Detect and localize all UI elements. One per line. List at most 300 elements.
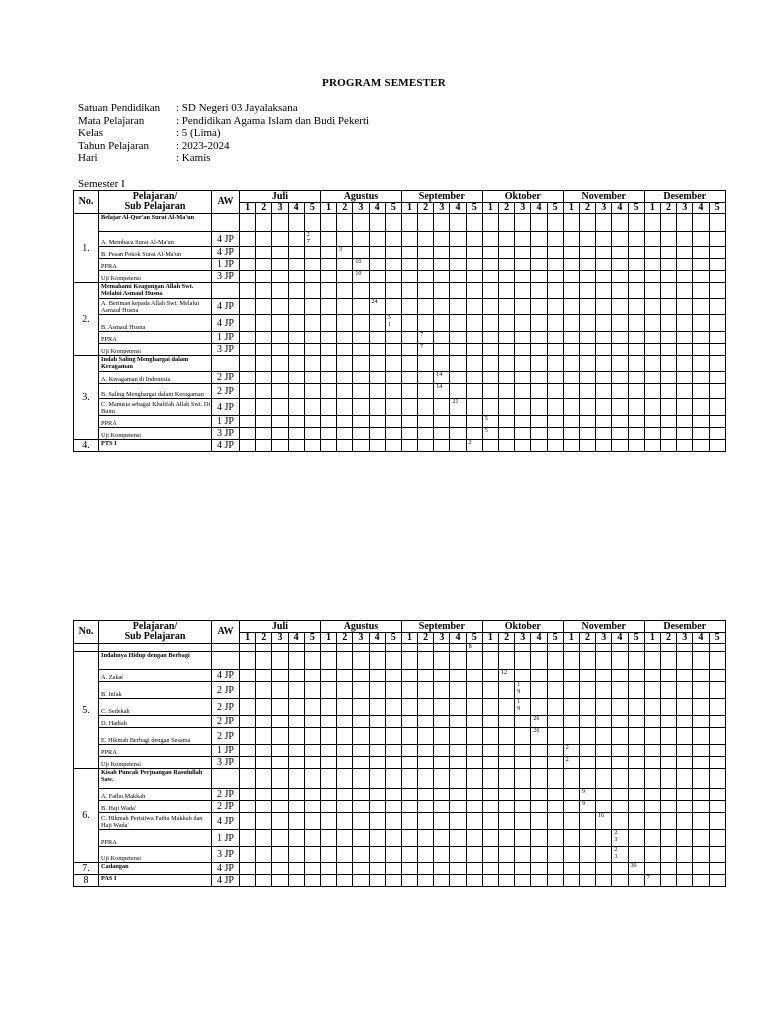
week-cell xyxy=(353,315,369,332)
week-cell xyxy=(596,682,612,699)
header-month: November xyxy=(563,191,644,203)
table-row xyxy=(74,682,726,699)
week-cell xyxy=(515,813,531,830)
week-cell xyxy=(369,384,385,399)
week-cell xyxy=(596,769,612,789)
header-week: 4 xyxy=(612,203,628,214)
week-cell xyxy=(466,801,482,813)
week-cell xyxy=(434,813,450,830)
week-cell xyxy=(547,299,563,315)
week-cell xyxy=(531,399,547,416)
week-cell xyxy=(563,214,579,232)
header-week: 3 xyxy=(434,203,450,214)
week-cell xyxy=(660,757,676,769)
week-cell xyxy=(385,830,401,847)
week-cell xyxy=(272,214,288,232)
week-cell xyxy=(547,214,563,232)
week-cell xyxy=(466,247,482,259)
week-cell xyxy=(304,232,320,247)
week-cell xyxy=(466,716,482,728)
header-week: 2 xyxy=(660,203,676,214)
week-cell xyxy=(401,259,417,271)
week-cell xyxy=(401,728,417,745)
week-cell xyxy=(612,259,628,271)
week-cell xyxy=(628,271,644,283)
week-cell xyxy=(515,332,531,344)
header-week: 4 xyxy=(693,633,709,644)
week-cell xyxy=(466,440,482,452)
week-cell xyxy=(288,416,304,428)
week-cell xyxy=(337,863,353,875)
week-cell xyxy=(353,232,369,247)
week-cell xyxy=(288,875,304,887)
week-cell xyxy=(628,682,644,699)
week-cell xyxy=(596,847,612,863)
no-cell xyxy=(74,644,99,652)
week-cell xyxy=(288,789,304,801)
header-month: Agustus xyxy=(320,191,401,203)
week-cell xyxy=(499,259,515,271)
week-cell xyxy=(272,356,288,372)
week-cell xyxy=(288,728,304,745)
week-cell xyxy=(628,875,644,887)
aw-value: 2 JP xyxy=(212,384,240,399)
week-cell xyxy=(369,875,385,887)
week-cell xyxy=(515,875,531,887)
week-cell xyxy=(515,757,531,769)
sub-topic: PPRA xyxy=(99,745,212,757)
week-cell xyxy=(337,232,353,247)
week-cell xyxy=(693,813,709,830)
week-cell xyxy=(709,344,725,356)
week-cell xyxy=(434,399,450,416)
aw-value: 2 JP xyxy=(212,728,240,745)
week-cell xyxy=(612,384,628,399)
week-cell xyxy=(256,789,272,801)
week-cell xyxy=(693,283,709,299)
week-cell xyxy=(240,283,256,299)
week-cell xyxy=(628,801,644,813)
week-cell xyxy=(466,745,482,757)
week-cell xyxy=(579,682,595,699)
week-cell xyxy=(499,384,515,399)
week-cell xyxy=(434,830,450,847)
week-cell xyxy=(693,757,709,769)
week-cell xyxy=(660,789,676,801)
week-cell xyxy=(693,716,709,728)
week-cell xyxy=(466,682,482,699)
sub-topic: C. Manusia sebagai Khalifah Allah Swt. Di Bumi xyxy=(99,399,212,416)
week-cell xyxy=(353,670,369,682)
week-cell xyxy=(337,670,353,682)
week-cell xyxy=(628,315,644,332)
week-cell xyxy=(418,652,434,670)
week-cell xyxy=(693,399,709,416)
week-cell xyxy=(272,384,288,399)
aw-value: 2 JP xyxy=(212,789,240,801)
week-cell xyxy=(385,356,401,372)
week-cell xyxy=(434,440,450,452)
week-cell xyxy=(531,644,547,652)
topic-title: Indah Saling Menghargai dalam Keragaman xyxy=(99,356,212,372)
week-cell xyxy=(531,813,547,830)
week-cell xyxy=(693,384,709,399)
week-cell xyxy=(660,299,676,315)
week-cell xyxy=(644,440,660,452)
week-cell xyxy=(612,399,628,416)
week-cell xyxy=(515,652,531,670)
week-cell xyxy=(466,769,482,789)
header-week: 2 xyxy=(499,633,515,644)
week-cell xyxy=(547,813,563,830)
week-cell xyxy=(418,440,434,452)
week-cell xyxy=(709,757,725,769)
week-cell xyxy=(531,745,547,757)
week-cell xyxy=(482,789,498,801)
week-cell xyxy=(482,757,498,769)
week-cell xyxy=(579,232,595,247)
week-cell xyxy=(515,440,531,452)
week-cell xyxy=(709,283,725,299)
week-cell xyxy=(272,259,288,271)
table-row xyxy=(74,315,726,332)
week-cell xyxy=(353,332,369,344)
row-number: 8 xyxy=(74,875,99,887)
week-cell xyxy=(240,789,256,801)
week-cell xyxy=(418,728,434,745)
week-cell xyxy=(547,271,563,283)
week-cell xyxy=(369,315,385,332)
week-cell xyxy=(499,315,515,332)
sub-topic: B. Infak xyxy=(99,682,212,699)
week-cell xyxy=(547,652,563,670)
table-row xyxy=(74,332,726,344)
table-row xyxy=(74,214,726,232)
week-cell xyxy=(644,728,660,745)
week-cell xyxy=(677,652,693,670)
week-cell xyxy=(515,247,531,259)
week-cell xyxy=(369,259,385,271)
week-cell xyxy=(709,830,725,847)
table-row xyxy=(74,356,726,372)
week-cell xyxy=(418,745,434,757)
week-cell xyxy=(660,801,676,813)
header-week: 2 xyxy=(660,633,676,644)
week-cell xyxy=(369,757,385,769)
week-cell xyxy=(531,682,547,699)
week-cell xyxy=(369,332,385,344)
week-cell xyxy=(628,428,644,440)
table-row xyxy=(74,372,726,384)
week-cell xyxy=(677,682,693,699)
week-cell xyxy=(644,863,660,875)
week-cell xyxy=(563,728,579,745)
week-cell xyxy=(612,356,628,372)
table-row xyxy=(74,716,726,728)
week-cell xyxy=(644,801,660,813)
week-cell xyxy=(482,332,498,344)
week-cell xyxy=(369,372,385,384)
week-cell xyxy=(563,247,579,259)
aw-value: 2 JP xyxy=(212,801,240,813)
sub-topic: A. Zakat xyxy=(99,670,212,682)
week-cell xyxy=(547,728,563,745)
week-cell xyxy=(320,847,336,863)
header-month: Oktober xyxy=(482,191,563,203)
week-cell xyxy=(434,416,450,428)
week-cell xyxy=(434,344,450,356)
week-cell xyxy=(450,247,466,259)
week-cell xyxy=(482,315,498,332)
week-cell xyxy=(677,271,693,283)
week-cell xyxy=(660,728,676,745)
header-week: 4 xyxy=(450,633,466,644)
week-cell xyxy=(337,214,353,232)
week-cell xyxy=(628,716,644,728)
sub-topic: C. Sedekah xyxy=(99,699,212,716)
week-cell xyxy=(628,344,644,356)
week-cell xyxy=(709,332,725,344)
week-cell xyxy=(337,875,353,887)
week-cell xyxy=(418,299,434,315)
week-cell xyxy=(563,344,579,356)
week-cell xyxy=(563,789,579,801)
week-cell xyxy=(240,644,256,652)
header-week: 3 xyxy=(596,203,612,214)
week-cell xyxy=(693,440,709,452)
aw-value: 4 JP xyxy=(212,813,240,830)
week-cell xyxy=(450,682,466,699)
week-cell xyxy=(240,356,256,372)
week-cell xyxy=(369,399,385,416)
week-cell xyxy=(612,428,628,440)
week-cell xyxy=(563,652,579,670)
week-cell xyxy=(563,699,579,716)
date-mark: 26 xyxy=(533,728,540,734)
week-cell xyxy=(353,699,369,716)
info-label: Satuan Pendidikan xyxy=(78,102,161,114)
week-cell xyxy=(434,315,450,332)
aw-value: 4 JP xyxy=(212,315,240,332)
week-cell xyxy=(660,652,676,670)
week-cell xyxy=(256,757,272,769)
week-cell xyxy=(628,440,644,452)
week-cell xyxy=(628,830,644,847)
week-cell xyxy=(644,769,660,789)
week-cell xyxy=(369,745,385,757)
aw-value: 4 JP xyxy=(212,440,240,452)
week-cell xyxy=(240,399,256,416)
info-value: : 5 (Lima) xyxy=(176,127,221,139)
week-cell xyxy=(288,332,304,344)
date-mark: 7 xyxy=(420,332,424,338)
week-cell xyxy=(369,214,385,232)
week-cell xyxy=(499,271,515,283)
week-cell xyxy=(418,315,434,332)
week-cell xyxy=(677,847,693,863)
week-cell xyxy=(596,757,612,769)
week-cell xyxy=(256,644,272,652)
week-cell xyxy=(272,682,288,699)
header-pelajaran xyxy=(99,191,212,214)
header-month: Oktober xyxy=(482,621,563,633)
header-week: 1 xyxy=(644,633,660,644)
week-cell xyxy=(579,299,595,315)
sub-topic: Uji Kompetensi xyxy=(99,757,212,769)
week-cell xyxy=(320,356,336,372)
week-cell xyxy=(288,271,304,283)
week-cell xyxy=(596,875,612,887)
week-cell xyxy=(434,247,450,259)
week-cell xyxy=(596,716,612,728)
week-cell xyxy=(515,384,531,399)
week-cell xyxy=(579,315,595,332)
week-cell xyxy=(418,214,434,232)
week-cell xyxy=(660,670,676,682)
week-cell xyxy=(369,232,385,247)
date-mark: 9 xyxy=(581,801,585,807)
table-row xyxy=(74,863,726,875)
week-cell xyxy=(385,440,401,452)
week-cell xyxy=(693,299,709,315)
date-mark: 14 xyxy=(436,384,443,390)
week-cell xyxy=(337,813,353,830)
week-cell xyxy=(612,769,628,789)
table-row xyxy=(74,384,726,399)
week-cell xyxy=(369,682,385,699)
week-cell xyxy=(353,847,369,863)
week-cell xyxy=(499,728,515,745)
week-cell xyxy=(563,416,579,428)
week-cell xyxy=(596,699,612,716)
week-cell xyxy=(499,875,515,887)
week-cell xyxy=(320,344,336,356)
header-week: 1 xyxy=(240,633,256,644)
week-cell xyxy=(337,428,353,440)
week-cell xyxy=(579,283,595,299)
week-cell xyxy=(499,745,515,757)
week-cell xyxy=(450,332,466,344)
week-cell xyxy=(256,670,272,682)
week-cell xyxy=(466,384,482,399)
week-cell xyxy=(418,789,434,801)
week-cell xyxy=(353,830,369,847)
aw-value: 4 JP xyxy=(212,863,240,875)
week-cell xyxy=(450,757,466,769)
week-cell xyxy=(337,247,353,259)
week-cell xyxy=(401,416,417,428)
week-cell xyxy=(320,652,336,670)
week-cell xyxy=(547,670,563,682)
week-cell xyxy=(450,214,466,232)
week-cell xyxy=(385,247,401,259)
week-cell xyxy=(304,757,320,769)
week-cell xyxy=(256,801,272,813)
week-cell xyxy=(677,416,693,428)
week-cell xyxy=(353,875,369,887)
week-cell xyxy=(709,271,725,283)
week-cell xyxy=(677,728,693,745)
info-value: : 2023-2024 xyxy=(176,139,230,152)
week-cell xyxy=(531,232,547,247)
aw-value: 1 JP xyxy=(212,745,240,757)
week-cell xyxy=(499,863,515,875)
week-cell xyxy=(272,670,288,682)
week-cell xyxy=(256,259,272,271)
week-cell xyxy=(628,247,644,259)
week-cell xyxy=(579,670,595,682)
week-cell xyxy=(450,716,466,728)
week-cell xyxy=(612,699,628,716)
week-cell xyxy=(579,813,595,830)
header-week: 5 xyxy=(547,633,563,644)
week-cell xyxy=(240,652,256,670)
week-cell xyxy=(256,271,272,283)
week-cell xyxy=(660,283,676,299)
week-cell xyxy=(612,670,628,682)
week-cell xyxy=(337,847,353,863)
week-cell xyxy=(418,769,434,789)
week-cell xyxy=(304,372,320,384)
sub-topic: A. Membaca Surat Al-Ma'un xyxy=(99,232,212,247)
week-cell xyxy=(385,745,401,757)
week-cell xyxy=(256,682,272,699)
week-cell xyxy=(304,801,320,813)
week-cell xyxy=(272,745,288,757)
week-cell xyxy=(466,813,482,830)
week-cell xyxy=(401,644,417,652)
week-cell xyxy=(385,344,401,356)
week-cell xyxy=(693,830,709,847)
week-cell xyxy=(240,440,256,452)
header-week: 5 xyxy=(628,633,644,644)
week-cell xyxy=(353,344,369,356)
week-cell xyxy=(596,428,612,440)
week-cell xyxy=(499,416,515,428)
week-cell xyxy=(450,875,466,887)
week-cell xyxy=(644,830,660,847)
week-cell xyxy=(418,283,434,299)
week-cell xyxy=(272,247,288,259)
week-cell xyxy=(579,247,595,259)
week-cell xyxy=(320,813,336,830)
week-cell xyxy=(450,769,466,789)
week-cell xyxy=(612,247,628,259)
week-cell xyxy=(466,863,482,875)
week-cell xyxy=(272,344,288,356)
week-cell xyxy=(369,283,385,299)
sub-topic: C. Hikmah Peristiwa Fathu Makkah dan Haji Wada' xyxy=(99,813,212,830)
week-cell xyxy=(369,247,385,259)
week-cell xyxy=(434,332,450,344)
table-row xyxy=(74,875,726,887)
week-cell xyxy=(466,757,482,769)
week-cell xyxy=(482,259,498,271)
date-mark: 12 xyxy=(501,670,508,676)
week-cell xyxy=(256,728,272,745)
week-cell xyxy=(256,384,272,399)
semester-label: Semester I xyxy=(78,178,125,190)
week-cell xyxy=(369,769,385,789)
week-cell xyxy=(612,863,628,875)
week-cell xyxy=(482,428,498,440)
topic-title: PAS I xyxy=(99,875,212,887)
week-cell xyxy=(482,830,498,847)
table-row xyxy=(74,416,726,428)
week-cell xyxy=(596,789,612,801)
week-cell xyxy=(369,271,385,283)
week-cell xyxy=(644,813,660,830)
